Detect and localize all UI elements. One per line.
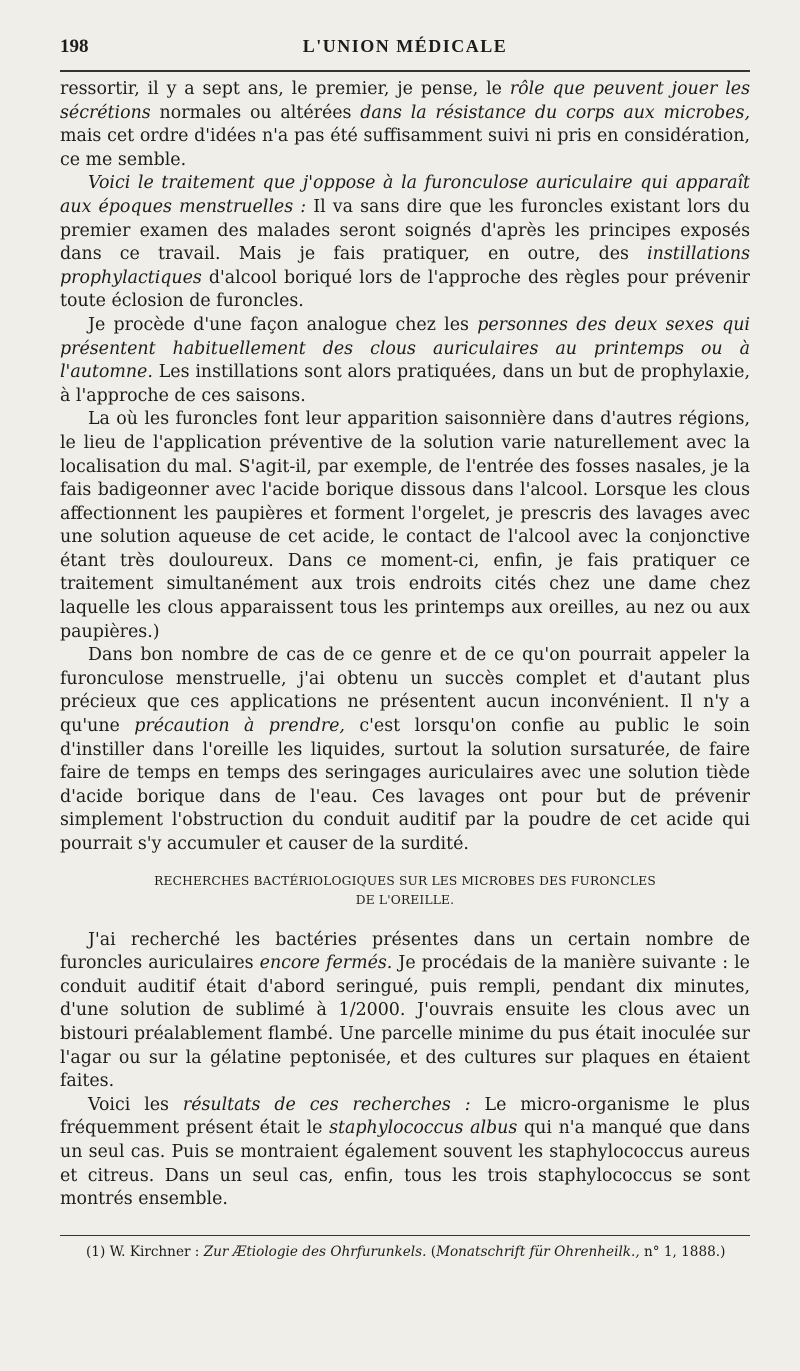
paragraph: J'ai recherché les bactéries présentes dans un certain nombre de furoncles auriculaires encore fermés. Je procédais de la manière suivante : le conduit auditif était d'abord seringué, puis rempli, pendant dix minutes, d'une solution de sublimé à 1/2000. J'ouvrais ensuite les clous avec un bistouri préalablement flambé. Une parcelle minime du pus était inoculée sur l'agar ou sur la gélatine peptonisée, et des cultures sur plaques en étaient faites. [60, 929, 750, 1092]
running-title: L'UNION MÉDICALE [302, 36, 508, 56]
section-heading-line: DE L'OREILLE. [355, 892, 455, 907]
header-rule [60, 70, 750, 72]
paragraph: Je procède d'une façon analogue chez les personnes des deux sexes qui présentent habituellement des clous auriculaires au printemps ou à l'automne. Les instillations sont alors pratiquées, dans un but de prophylaxie, à l'approche de ces saisons. [60, 314, 750, 406]
page-number: 198 [60, 36, 89, 57]
section-heading-line: RECHERCHES BACTÉRIOLOGIQUES SUR LES MICROBES DES FURONCLES [154, 873, 656, 888]
article-body [60, 78, 750, 1212]
paragraph: La où les furoncles font leur apparition saisonnière dans d'autres régions, le lieu de l'application préventive de la solution varie naturellement avec la localisation du mal. S'agit-il, par exemple, de l'entrée des fosses nasales, je la fais badigeonner avec l'acide borique dissous dans l'alcool. Lorsque les clous affectionnent les paupières et forment l'orgelet, je prescris des lavages avec une solution aqueuse de cet acide, le contact de l'alcool avec la conjonctive étant très douloureux. Dans ce moment-ci, enfin, je fais pratiquer ce traitement simultanément aux trois endroits cités chez une dame chez laquelle les clous apparaissent tous les printemps aux oreilles, au nez ou aux paupières.) [60, 409, 750, 642]
footnote-rule [60, 1235, 750, 1236]
section-heading [60, 872, 750, 910]
page-header [60, 34, 750, 62]
paragraph: Voici les résultats de ces recherches : Le micro-organisme le plus fréquemment présent était le staphylococcus albus qui n'a manqué que dans un seul cas. Puis se montraient également souvent les staphylococcus aureus et citreus. Dans un seul cas, enfin, tous les trois staphylococcus se sont montrés ensemble. [60, 1094, 750, 1210]
footnote: (1) W. Kirchner : Zur Ætiologie des Ohrfurunkels. (Monatschrift für Ohrenheilk., n° 1, 1888.) [86, 1243, 726, 1260]
paragraph: Voici le traitement que j'oppose à la furonculose auriculaire qui apparaît aux époques menstruelles : Il va sans dire que les furoncles existant lors du premier examen des malades seront soignés d'après les principes exposés dans ce travail. Mais je fais pratiquer, en outre, des instillations prophylactiques d'alcool boriqué lors de l'approche des règles pour prévenir toute éclosion de furoncles. [60, 173, 750, 312]
paragraph: Dans bon nombre de cas de ce genre et de ce qu'on pourrait appeler la furonculose menstruelle, j'ai obtenu un succès complet et d'autant plus précieux que ces applications ne présentent aucun inconvénient. Il n'y a qu'une précaution à prendre, c'est lorsqu'on confie au public le soin d'instiller dans l'oreille les liquides, surtout la solution sursaturée, de faire faire de temps en temps des seringages auriculaires avec une solution tiède d'acide borique dans de l'eau. Ces lavages ont pour but de prévenir simplement l'obstruction du conduit auditif par la poudre de cet acide qui pourrait s'y accumuler et causer de la surdité. [60, 645, 750, 854]
paragraph: ressortir, il y a sept ans, le premier, je pense, le rôle que peuvent jouer les sécrétions normales ou altérées dans la résistance du corps aux microbes, mais cet ordre d'idées n'a pas été suffisamment suivi ni pris en considération, ce me semble. [60, 79, 750, 170]
